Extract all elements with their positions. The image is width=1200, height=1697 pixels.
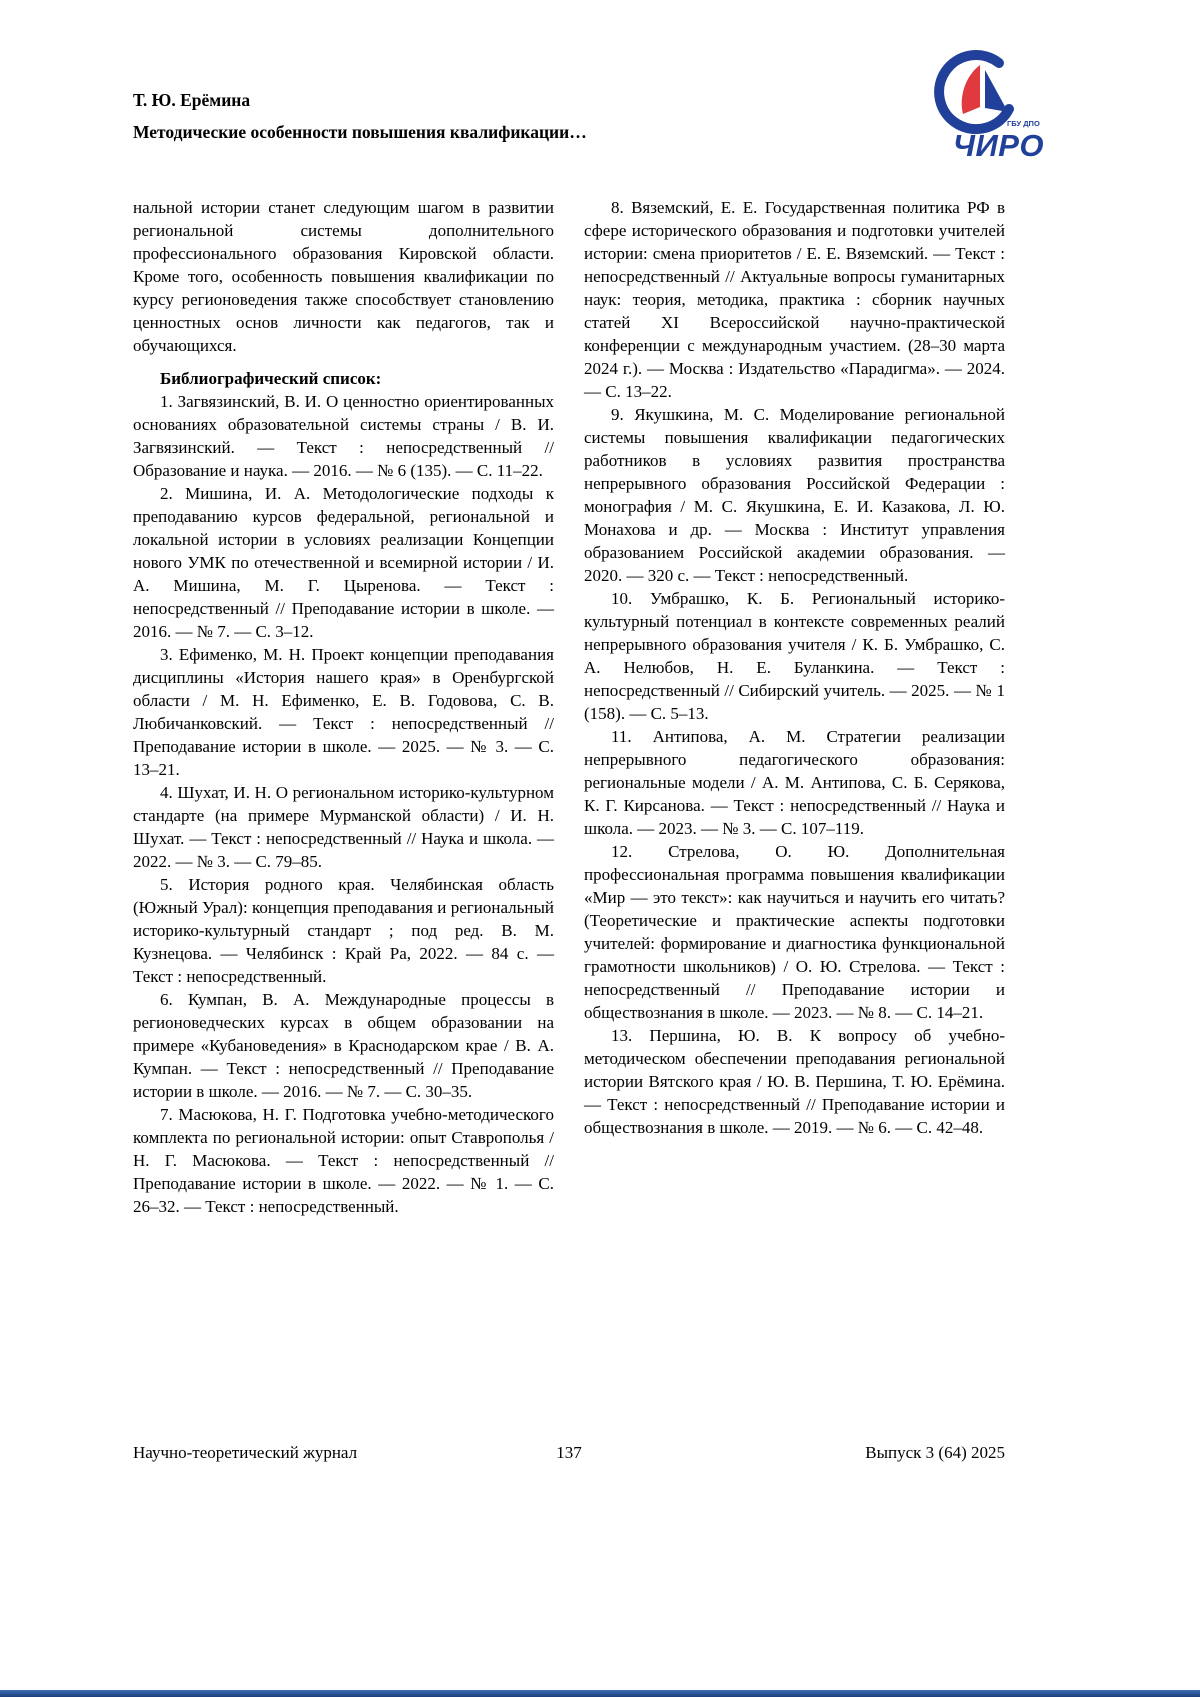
right-column [584, 196, 1005, 1218]
reference-item: 4. Шухат, И. Н. О региональном историко-культурном стандарте (на примере Мурманской области) / И. Н. Шухат. — Текст : непосредственный // Наука и школа. — 2022. — № 3. — С. 79–85. [133, 783, 554, 871]
reference-item: 6. Кумпан, В. А. Международные процессы в регионоведческих курсах в общем образовании на примере «Кубановедения» в Краснодарском крае / В. А. Кумпан. — Текст : непосредственный // Преподавание истории в школе. — 2016. — № 7. — С. 30–35. [133, 990, 554, 1101]
chiro-logo-icon [919, 50, 1053, 166]
logo-red-sail-icon [962, 65, 980, 114]
page-header [133, 84, 1045, 163]
chiro-logo [919, 50, 1053, 166]
reference-item: 3. Ефименко, М. Н. Проект концепции преподавания дисциплины «История нашего края» в Оренбургской области / М. Н. Ефименко, Е. В. Годовова, С. В. Любичанковский. — Текст : непосредственный // Преподавание истории в школе. — 2025. — № 3. — С. 13–21. [133, 645, 554, 779]
logo-org-small-label: ГБУ ДПО [1007, 119, 1040, 128]
bottom-edge-bar [0, 1690, 1200, 1697]
reference-item: 7. Масюкова, Н. Г. Подготовка учебно-методического комплекта по региональной истории: опыт Ставрополья / Н. Г. Масюкова. — Текст : непосредственный // Преподавание истории в школе. — 2022. — № 1. — С. 26–32. — Текст : непосредственный. [133, 1105, 554, 1216]
reference-item: 8. Вяземский, Е. Е. Государственная политика РФ в сфере исторического образования и подготовки учителей истории: смена приоритетов / Е. Е. Вяземский. — Текст : непосредственный // Актуальные вопросы гуманитарных наук: теория, методика, практика : сборник научных статей XI Всероссийской научно-практической конференции с международным участием. (28–30 марта 2024 г.). — Москва : Издательство «Парадигма». — 2024. — С. 13–22. [584, 198, 1005, 401]
left-column [133, 196, 554, 1218]
reference-item: 10. Умбрашко, К. Б. Региональный историко-культурный потенциал в контексте современных реалий непрерывного образования учителя / К. Б. Умбрашко, С. А. Нелюбов, Н. Е. Буланкина. — Текст : непосредственный // Сибирский учитель. — 2025. — № 1 (158). — С. 5–13. [584, 589, 1005, 723]
logo-org-label: ЧИРО [953, 128, 1045, 163]
bibliography-heading: Библиографический список: [160, 369, 382, 388]
reference-item: 2. Мишина, И. А. Методологические подходы к преподаванию курсов федеральной, региональной и локальной истории в условиях реализации Концепции нового УМК по отечественной и всемирной истории / И. А. Мишина, М. Г. Цыренова. — Текст : непосредственный // Преподавание истории в школе. — 2016. — № 7. — С. 3–12. [133, 484, 554, 641]
logo-blue-sail-icon [985, 70, 1008, 112]
journal-type-label: Научно-теоретический журнал [133, 1443, 358, 1462]
author-name: Т. Ю. Ерёмина [133, 90, 251, 110]
reference-item: 12. Стрелова, О. Ю. Дополнительная профессиональная программа повышения квалификации «Мир — это текст»: как научиться и научить его читать? (Теоретические и практические аспекты подготовки учителей: формирование и диагностика функциональной грамотности школьников) / О. Ю. Стрелова. — Текст : непосредственный // Преподавание истории и обществознания в школе. — 2023. — № 8. — С. 14–21. [584, 842, 1005, 1022]
page-footer [133, 1443, 1005, 1463]
running-title: Методические особенности повышения квалификации… [133, 122, 587, 142]
reference-item: 5. История родного края. Челябинская область (Южный Урал): концепция преподавания и региональный историко-культурный стандарт ; под ред. В. М. Кузнецова. — Челябинск : Край Ра, 2022. — 84 с. — Текст : непосредственный. [133, 875, 554, 986]
page-number: 137 [556, 1443, 582, 1462]
reference-item: 9. Якушкина, М. С. Моделирование региональной системы повышения квалификации педагогических работников в условиях развития пространства непрерывного образования Российской Федерации : монография / М. С. Якушкина, Е. И. Казакова, Л. Ю. Монахова и др. — Москва : Институт управления образованием Российской академии образования. — 2020. — 320 с. — Текст : непосредственный. [584, 405, 1005, 585]
reference-item: 1. Загвязинский, В. И. О ценностно ориентированных основаниях образовательной системы страны / В. И. Загвязинский. — Текст : непосредственный // Образование и наука. — 2016. — № 6 (135). — С. 11–22. [133, 392, 554, 480]
issue-label: Выпуск 3 (64) 2025 [865, 1443, 1005, 1462]
body-paragraph: нальной истории станет следующим шагом в развитии региональной системы дополнительного профессионального образования Кировской области. Кроме того, особенность повышения квалификации по курсу регионоведения также способствует становлению ценностных основ личности как педагогов, так и обучающихся. [133, 198, 554, 355]
reference-item: 11. Антипова, А. М. Стратегии реализации непрерывного педагогического образования: региональные модели / А. М. Антипова, С. Б. Серякова, К. Г. Кирсанова. — Текст : непосредственный // Наука и школа. — 2023. — № 3. — С. 107–119. [584, 727, 1005, 838]
article-body [133, 196, 1005, 1218]
reference-item: 13. Першина, Ю. В. К вопросу об учебно-методическом обеспечении преподавания региональной истории Вятского края / Ю. В. Першина, Т. Ю. Ерёмина. — Текст : непосредственный // Преподавание истории и обществознания в школе. — 2019. — № 6. — С. 42–48. [584, 1026, 1005, 1137]
